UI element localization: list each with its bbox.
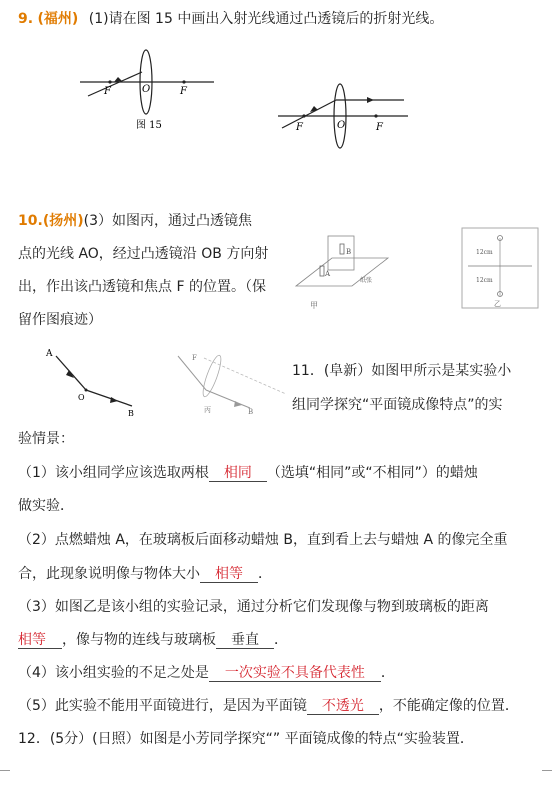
q9-fig1-caption: 图 15	[136, 120, 162, 131]
q11-p5	[18, 695, 519, 715]
q11-p3-mid: ，像与物的连线与玻璃板	[62, 632, 216, 648]
q11-p4-post: ．	[380, 665, 395, 681]
q11-p3-post: ．	[274, 632, 288, 648]
q9-fig2-F-left: F	[296, 122, 303, 133]
q11-figure-jia	[292, 232, 392, 312]
q10-text-line2: 点的光线 AO，经过凸透镜沿 OB 方向射	[18, 246, 269, 262]
q11-p2-line2	[18, 563, 272, 583]
q10-bing-B: B	[248, 408, 254, 416]
q9-figure-15	[78, 44, 218, 139]
q11-p1-line1	[18, 462, 478, 482]
q11-p5-post: ，不能确定像的位置．	[378, 698, 519, 714]
q11-p2-line1: （2）点燃蜡烛 A，在玻璃板后面移动蜡烛 B，直到看上去与蜡烛 A 的像完全重	[18, 532, 508, 548]
q9-place: 福州	[43, 11, 72, 27]
q9-fig2-F-right: F	[376, 122, 383, 133]
q11-yi-label: 乙	[494, 300, 501, 308]
corner-mark-right	[542, 770, 552, 771]
q11-p2-pre: 合，此现象说明像与物体大小	[18, 566, 200, 582]
q10-fig-A: A	[46, 349, 53, 359]
q11-jia-label: 甲	[310, 301, 318, 310]
q10-paren-left: (	[42, 213, 50, 229]
q11-intro-line3: 验情景：	[18, 431, 74, 447]
q10-number: 10.	[18, 213, 43, 229]
q10-bing-F: F	[192, 354, 197, 362]
q11-yi-12cm-bottom: 12cm	[476, 277, 493, 284]
q11-p3-answer1: 相等	[18, 632, 62, 649]
q11-p1-post: （选填“相同”或“不相同”）的蜡烛	[266, 465, 478, 481]
q11-p1-line2: 做实验．	[18, 498, 74, 514]
q9-figure-answer	[272, 80, 412, 152]
q11-intro-line1: 11．(阜新）如图甲所示是某实验小	[292, 363, 512, 379]
q11-p4	[18, 662, 395, 682]
q11-p1-answer: 相同	[209, 465, 267, 482]
q10-fig-B: B	[128, 409, 134, 418]
q10-paren-right: )	[77, 213, 84, 229]
q11-p3-line1: （3）如图乙是该小组的实验记录，通过分析它们发现像与物到玻璃板的距离	[18, 599, 489, 615]
q9-fig1-F-right: F	[180, 86, 187, 97]
q9-number: 9.	[18, 11, 34, 27]
q11-p4-pre: （4）该小组实验的不足之处是	[18, 665, 209, 681]
q9-paren-left: (	[37, 11, 44, 27]
q9-header	[18, 8, 443, 28]
q10-text-line3: 出，作出该凸透镜和焦点 F 的位置。（保	[18, 279, 266, 295]
q10-line1	[18, 210, 252, 230]
q10-text-line1: (3）如图丙，通过凸透镜焦	[83, 213, 252, 229]
q10-bing-label: 丙	[204, 406, 211, 414]
q11-p1-pre: （1）该小组同学应该选取两根	[18, 465, 209, 481]
q10-fig-O: O	[78, 393, 85, 402]
q10-place: 扬州	[49, 213, 78, 229]
q11-p3-line2	[18, 629, 288, 649]
q9-paren-right: )	[71, 11, 79, 27]
q11-jia-A: A	[325, 270, 331, 278]
q9-fig1-O: O	[142, 84, 151, 95]
corner-mark-left	[0, 770, 10, 771]
q9-fig1-F-left: F	[104, 86, 111, 97]
q10-text-line4: 留作图痕迹）	[18, 312, 102, 328]
q9-fig2-O: O	[337, 120, 346, 131]
q11-p3-answer2: 垂直	[216, 632, 274, 649]
q11-p2-answer: 相等	[200, 566, 258, 583]
q10-figure-bing	[160, 348, 290, 420]
q11-p4-answer: 一次实验不具备代表性	[209, 665, 381, 682]
q11-yi-12cm-top: 12cm	[476, 249, 493, 256]
q10-figure-AOB	[36, 348, 140, 420]
q11-p5-answer: 不透光	[307, 698, 379, 715]
q11-jia-B: B	[346, 248, 352, 256]
q11-jia-paper: 纸张	[360, 277, 373, 284]
q12-text: 12．(5分）(日照）如图是小芳同学探究“” 平面镜成像的特点“实验装置．	[18, 731, 474, 747]
q9-text: (1)请在图 15 中画出入射光线通过凸透镜后的折射光线。	[88, 11, 444, 27]
q11-p5-pre: （5）此实验不能用平面镜进行，是因为平面镜	[18, 698, 307, 714]
q11-p2-post: ．	[258, 566, 272, 582]
q11-intro-line2: 组同学探究“平面镜成像特点”的实	[292, 397, 503, 413]
q11-figure-yi	[460, 226, 542, 314]
